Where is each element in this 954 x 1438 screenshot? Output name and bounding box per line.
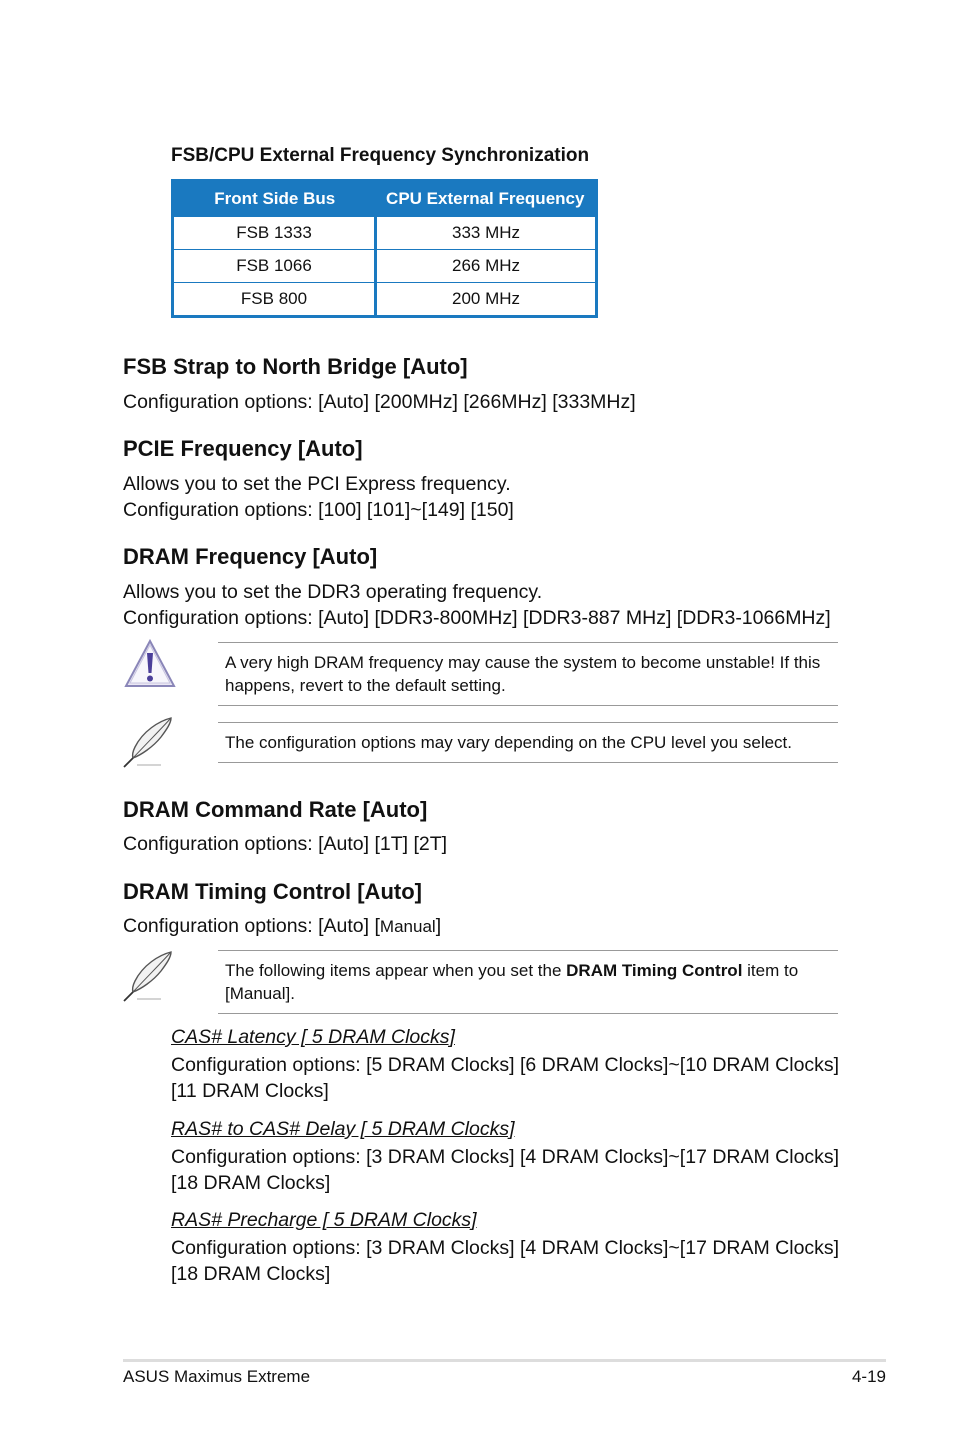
timing-note-post: item to [Manual].	[225, 961, 799, 1003]
cpu-note-text: The configuration options may vary depending on the CPU level you select.	[225, 733, 792, 752]
footer-product-name: ASUS Maximus Extreme	[123, 1367, 311, 1386]
note-divider	[218, 950, 838, 951]
table-cell-cpu-freq: 200 MHz	[376, 283, 597, 317]
section-title-fsb-strap: FSB Strap to North Bridge [Auto]	[123, 354, 468, 379]
table-cell-cpu-freq: 266 MHz	[376, 250, 597, 283]
subitem-title-ras-to-cas: RAS# to CAS# Delay [ 5 DRAM Clocks]	[171, 1118, 515, 1140]
pcie-options: Configuration options: [100] [101]~[149] [150]	[123, 499, 514, 521]
table-title: FSB/CPU External Frequency Synchronization	[171, 145, 590, 166]
dram-command-rate-options: Configuration options: [Auto] [1T] [2T]	[123, 833, 448, 855]
note-divider	[218, 1013, 838, 1014]
table-cell-fsb: FSB 1333	[173, 217, 376, 250]
note-divider	[218, 762, 838, 763]
footer-page-number: 4-19	[851, 1367, 886, 1386]
subitem-options-ras-precharge: Configuration options: [3 DRAM Clocks] [4 DRAM Clocks]~[17 DRAM Clocks] [18 DRAM Clocks]	[171, 1237, 840, 1285]
section-title-dram-command-rate: DRAM Command Rate [Auto]	[123, 797, 428, 822]
dram-timing-options-suffix: ]	[435, 915, 442, 937]
timing-note-bold: DRAM Timing Control	[566, 961, 743, 980]
section-title-pcie: PCIE Frequency [Auto]	[123, 436, 363, 461]
subitem-title-ras-precharge: RAS# Precharge [ 5 DRAM Clocks]	[171, 1209, 477, 1231]
table-header-row	[173, 181, 597, 217]
fsb-cpu-frequency-table	[171, 179, 598, 318]
timing-note-pre: The following items appear when you set the	[225, 961, 567, 980]
note-divider	[218, 642, 838, 643]
table-cell-fsb: FSB 800	[173, 283, 376, 317]
warning-note-text: A very high DRAM frequency may cause the system to become unstable! If this happens, revert to the default setting.	[225, 653, 821, 695]
section-title-dram-timing-control: DRAM Timing Control [Auto]	[123, 879, 422, 904]
dram-timing-options	[123, 913, 441, 940]
pcie-description: Allows you to set the PCI Express frequency.	[123, 473, 511, 495]
note-divider	[218, 705, 838, 706]
dram-frequency-options: Configuration options: [Auto] [DDR3-800MHz] [DDR3-887 MHz] [DDR3-1066MHz]	[123, 607, 831, 629]
feather-pen-icon	[121, 949, 177, 1003]
table-row	[173, 250, 597, 283]
dram-timing-options-prefix: Configuration options: [Auto] [	[123, 915, 380, 937]
warning-triangle-icon	[123, 638, 177, 690]
subitem-options-cas-latency: Configuration options: [5 DRAM Clocks] [6 DRAM Clocks]~[10 DRAM Clocks] [11 DRAM Clocks]	[171, 1054, 840, 1102]
table-cell-fsb: FSB 1066	[173, 250, 376, 283]
dram-frequency-description: Allows you to set the DDR3 operating frequency.	[123, 581, 543, 603]
table-row	[173, 283, 597, 317]
timing-note-text	[225, 959, 837, 1005]
table-cell-cpu-freq: 333 MHz	[376, 217, 597, 250]
subitem-title-cas-latency: CAS# Latency [ 5 DRAM Clocks]	[171, 1026, 455, 1048]
feather-pen-icon	[121, 715, 177, 769]
note-divider	[218, 722, 838, 723]
table-header-fsb: Front Side Bus	[173, 181, 376, 217]
table-header-cpu-freq: CPU External Frequency	[376, 181, 597, 217]
subitem-options-ras-to-cas: Configuration options: [3 DRAM Clocks] [4 DRAM Clocks]~[17 DRAM Clocks] [18 DRAM Clocks]	[171, 1146, 840, 1194]
section-title-dram-frequency: DRAM Frequency [Auto]	[123, 544, 378, 569]
dram-timing-options-manual: Manual	[379, 917, 436, 936]
fsb-strap-options: Configuration options: [Auto] [200MHz] [266MHz] [333MHz]	[123, 391, 636, 413]
table-row	[173, 217, 597, 250]
footer-divider	[123, 1359, 886, 1362]
